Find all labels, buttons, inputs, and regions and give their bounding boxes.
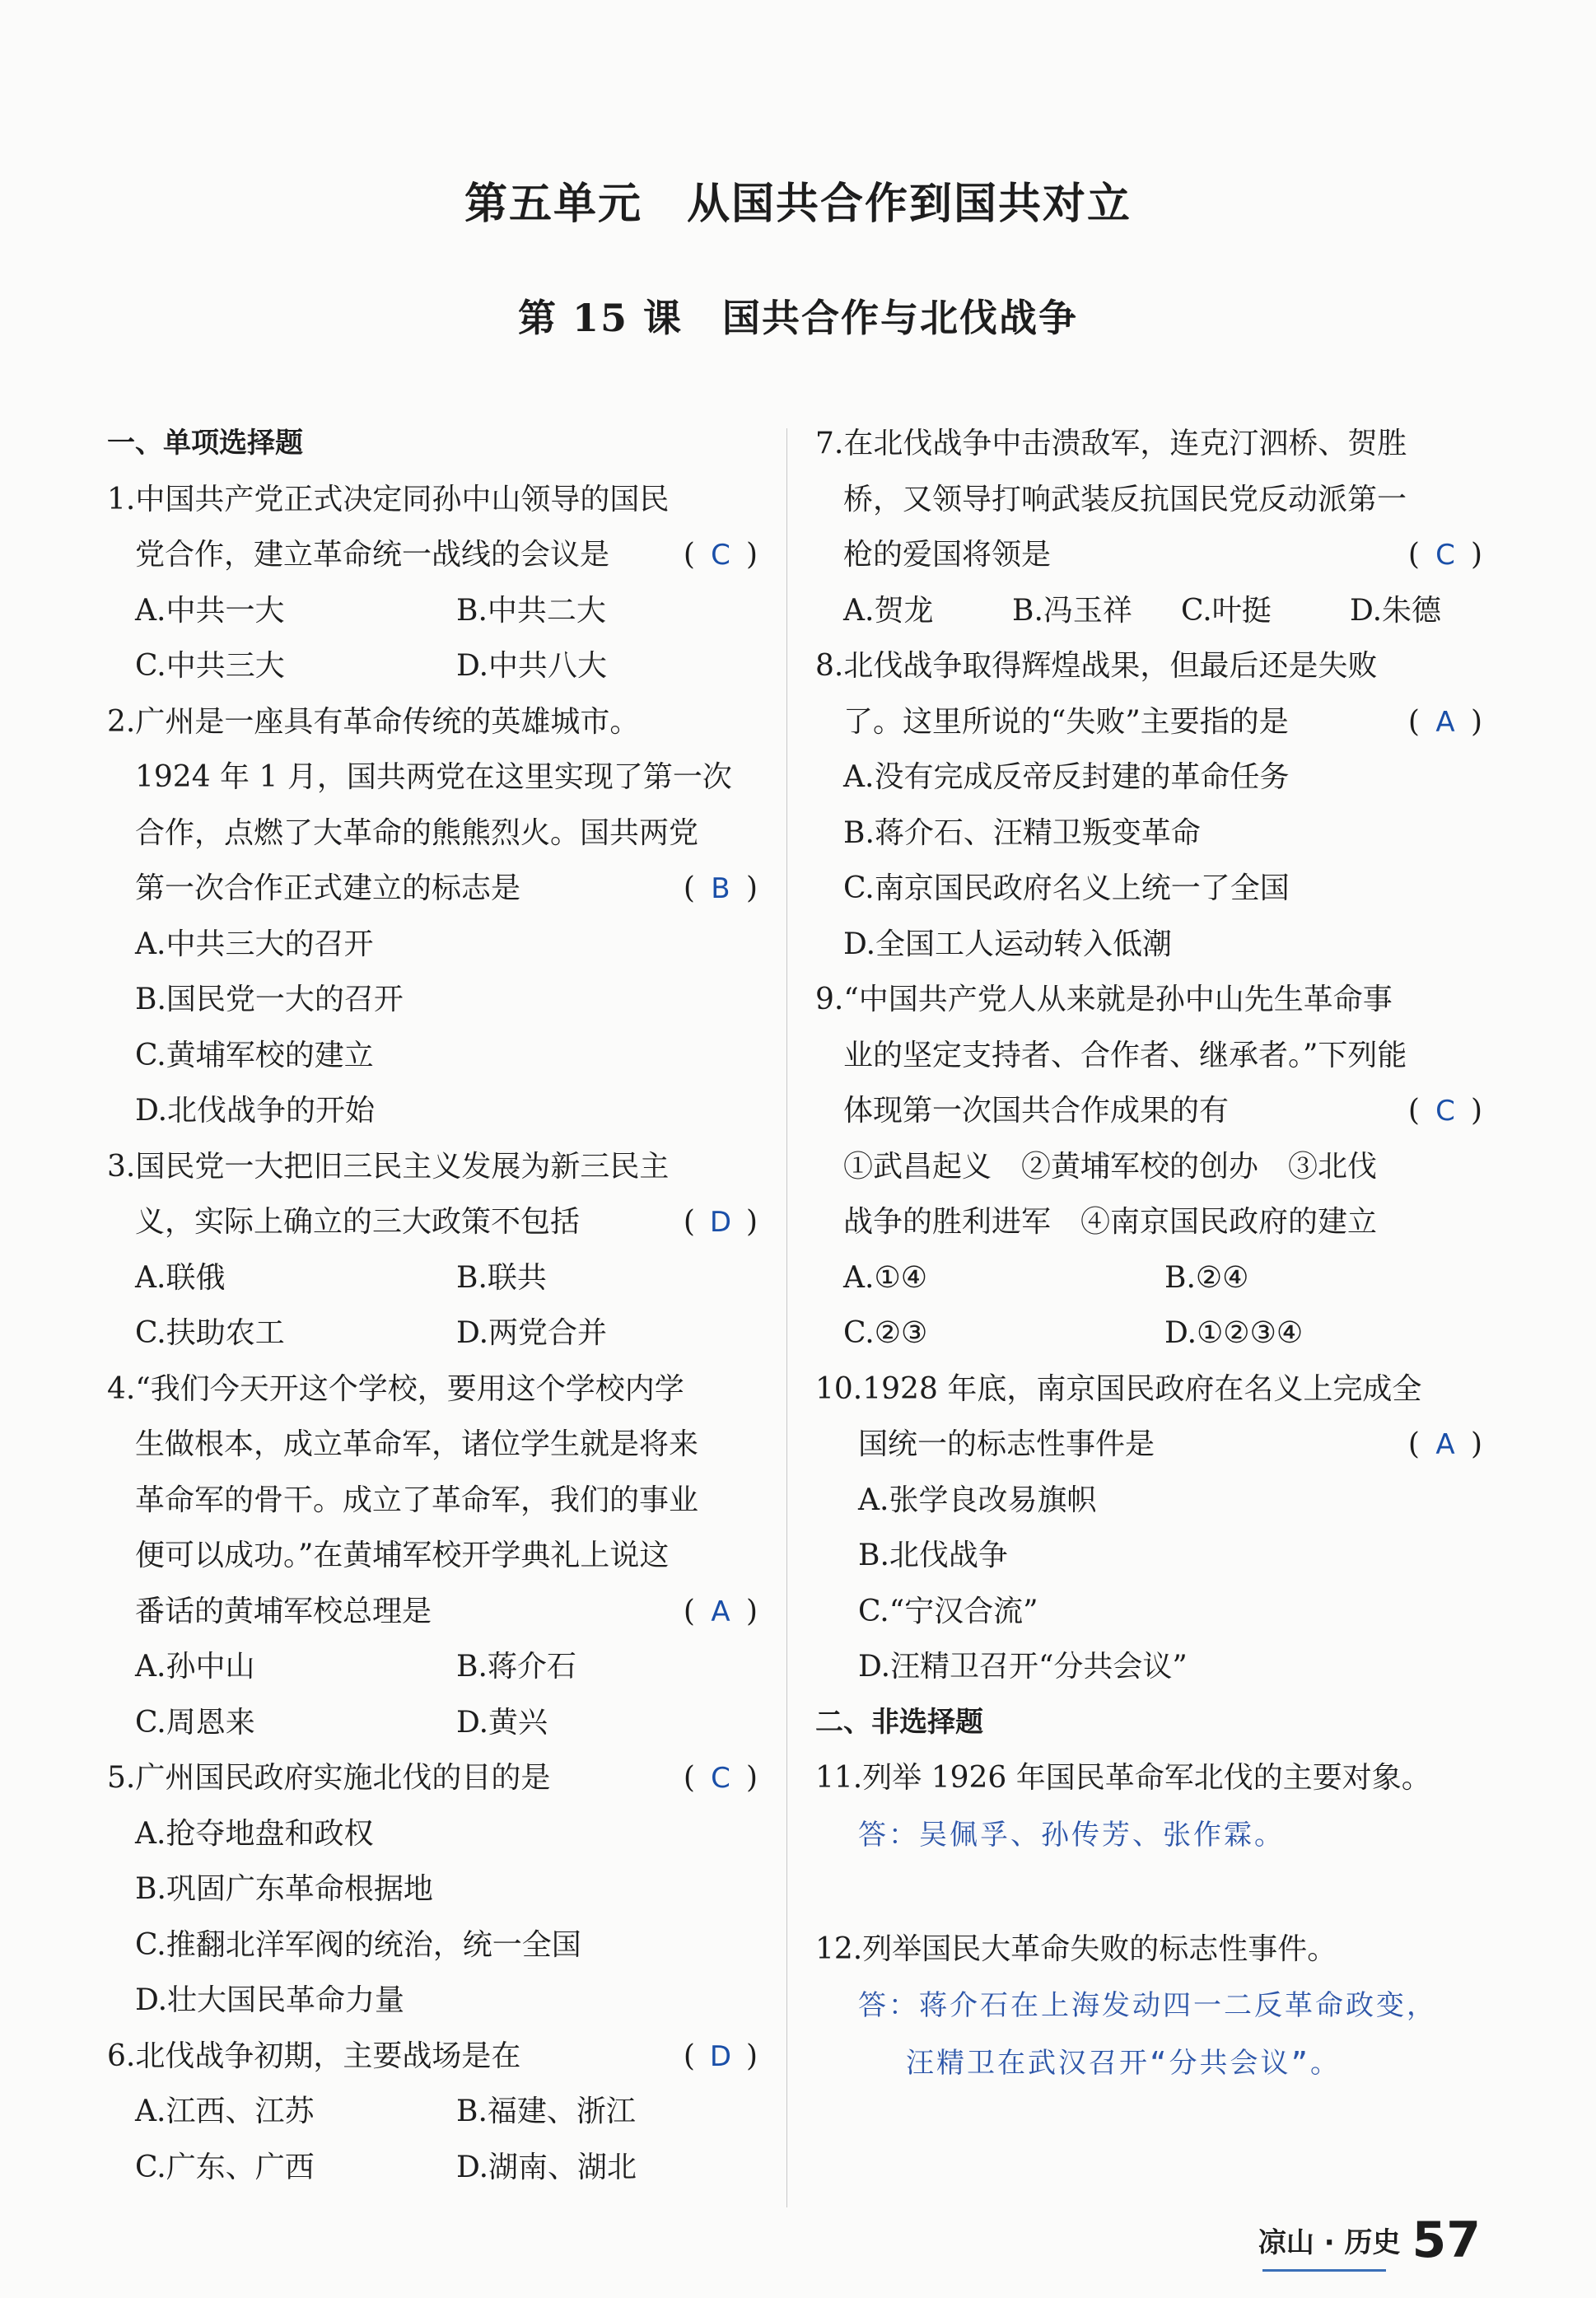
question-text: 10.1928 年底，南京国民政府在名义上完成全	[815, 1371, 1422, 1406]
option: A.孙中山	[135, 1650, 255, 1684]
question-text: 12.列举国民大革命失败的标志性事件。	[815, 1931, 1337, 1966]
question-text: 9.“中国共产党人从来就是孙中山先生革命事	[815, 983, 1393, 1016]
footer-rule	[1262, 2269, 1386, 2272]
answer-letter: D	[709, 2039, 732, 2073]
option: D.北伐战争的开始	[135, 1094, 376, 1128]
column-divider	[786, 428, 787, 2207]
question-6	[107, 2029, 758, 2196]
question-text: 3.国民党一大把旧三民主义发展为新三民主	[107, 1149, 670, 1184]
question-11	[815, 1750, 1482, 1922]
question-1	[107, 472, 758, 694]
question-text: 1.中国共产党正式决定同孙中山领导的国民	[107, 482, 670, 516]
section-heading-multiple-choice: 一、单项选择题	[107, 427, 303, 460]
section-heading-non-choice: 二、非选择题	[815, 1705, 983, 1739]
option: D.壮大国民革命力量	[135, 1983, 405, 2017]
option: A.张学良改易旗帜	[858, 1483, 1097, 1517]
option: D.汪精卫召开“分共会议”	[858, 1650, 1188, 1684]
handwritten-answer: 答：蒋介石在上海发动四一二反革命政变，	[858, 1989, 1437, 2022]
right-column	[815, 416, 1482, 2092]
answer-letter: C	[1435, 539, 1455, 572]
option: B.蒋介石、汪精卫叛变革命	[843, 815, 1201, 850]
option: B.中共二大	[456, 593, 606, 628]
option: C.推翻北洋军阀的统治，统一全国	[135, 1927, 581, 1962]
question-text: 合作，点燃了大革命的熊熊烈火。国共两党	[135, 815, 699, 850]
handwritten-answer: 答：吴佩孚、孙传芳、张作霖。	[858, 1818, 1285, 1852]
question-text: 番话的黄埔军校总理是	[135, 1594, 432, 1628]
question-text: 革命军的骨干。成立了革命军，我们的事业	[135, 1483, 699, 1517]
option: D.湖南、湖北	[456, 2150, 637, 2184]
answer-bracket: ( D )	[684, 2029, 758, 2085]
left-column	[107, 416, 758, 2195]
answer-letter: C	[711, 539, 730, 572]
option: B.国民党一大的召开	[135, 983, 404, 1016]
question-text: 2.广州是一座具有革命传统的英雄城市。	[107, 704, 640, 739]
answer-letter: C	[711, 1762, 730, 1795]
question-text: 了。这里所说的“失败”主要指的是	[843, 704, 1289, 739]
option: A.没有完成反帝反封建的革命任务	[843, 760, 1290, 794]
question-text: 1924 年 1 月，国共两党在这里实现了第一次	[135, 760, 732, 794]
answer-letter: A	[1435, 705, 1455, 739]
answer-letter: C	[1435, 1095, 1455, 1128]
answer-bracket: ( C )	[684, 527, 758, 584]
answer-bracket: ( A )	[1408, 1417, 1482, 1474]
question-3	[107, 1139, 758, 1362]
option: D.两党合并	[456, 1316, 608, 1350]
question-text: 便可以成功。”在黄埔军校开学典礼上说这	[135, 1539, 670, 1572]
option: B.蒋介石	[456, 1650, 576, 1684]
option: B.联共	[456, 1260, 547, 1295]
option: C.“宁汉合流”	[858, 1594, 1038, 1628]
option: A.①④	[843, 1260, 927, 1295]
footer-label: 凉山 · 历史	[1258, 2226, 1401, 2259]
question-text: 党合作，建立革命统一战线的会议是	[135, 538, 610, 572]
answer-letter: A	[1435, 1428, 1455, 1461]
option: C.南京国民政府名义上统一了全国	[843, 871, 1290, 905]
option: B.②④	[1164, 1260, 1249, 1295]
question-text: 5.广州国民政府实施北伐的目的是	[107, 1761, 551, 1795]
answer-bracket: ( C )	[684, 1750, 758, 1807]
option: B.福建、浙江	[456, 2095, 636, 2128]
question-text: 生做根本，成立革命军，诸位学生就是将来	[135, 1427, 699, 1461]
question-text: 枪的爱国将领是	[843, 538, 1052, 572]
question-text: ①武昌起义 ②黄埔军校的创办 ③北伐	[843, 1149, 1378, 1184]
answer-letter: B	[711, 872, 730, 905]
question-text: 体现第一次国共合作成果的有	[843, 1094, 1230, 1128]
question-text: 8.北伐战争取得辉煌战果，但最后还是失败	[815, 649, 1378, 683]
lesson-title: 第 15 课 国共合作与北伐战争	[517, 296, 1079, 340]
answer-bracket: ( A )	[684, 1584, 758, 1641]
option: A.贺龙	[843, 593, 934, 628]
page-number: 57	[1412, 2212, 1481, 2269]
answer-letter: A	[711, 1595, 730, 1628]
answer-letter: D	[709, 1206, 732, 1239]
question-10	[815, 1362, 1482, 1695]
answer-bracket: ( C )	[1408, 1083, 1482, 1140]
option: C.广东、广西	[135, 2150, 315, 2184]
option: B.冯玉祥	[1012, 593, 1132, 628]
option: C.中共三大	[135, 649, 285, 683]
question-8	[815, 638, 1482, 972]
option: A.抢夺地盘和政权	[135, 1816, 374, 1851]
answer-bracket: ( C )	[1408, 527, 1482, 584]
option: D.朱德	[1350, 593, 1442, 628]
question-12	[815, 1922, 1482, 2093]
option: D.中共八大	[456, 649, 608, 683]
option: C.扶助农工	[135, 1316, 285, 1350]
option: D.全国工人运动转入低潮	[843, 927, 1173, 961]
question-5	[107, 1750, 758, 2029]
question-text: 第一次合作正式建立的标志是	[135, 871, 521, 905]
unit-title: 第五单元 从国共合作到国共对立	[464, 180, 1132, 229]
option: D.黄兴	[456, 1705, 548, 1740]
answer-bracket: ( B )	[684, 861, 758, 918]
option: D.①②③④	[1164, 1316, 1304, 1350]
answer-bracket: ( A )	[1408, 694, 1482, 751]
question-text: 国统一的标志性事件是	[858, 1427, 1155, 1461]
option: C.叶挺	[1181, 593, 1272, 628]
option: A.联俄	[135, 1260, 226, 1295]
handwritten-answer: 汪精卫在武汉召开“分共会议”。	[906, 2047, 1341, 2080]
page-footer	[1258, 2212, 1481, 2269]
question-4	[107, 1362, 758, 1751]
question-text: 4.“我们今天开这个学校，要用这个学校内学	[107, 1371, 684, 1406]
option: B.巩固广东革命根据地	[135, 1872, 433, 1906]
question-text: 11.列举 1926 年国民革命军北伐的主要对象。	[815, 1761, 1431, 1795]
question-2	[107, 694, 758, 1139]
question-text: 战争的胜利进军 ④南京国民政府的建立	[843, 1205, 1378, 1239]
answer-bracket: ( D )	[684, 1194, 758, 1251]
option: A.江西、江苏	[135, 2095, 315, 2128]
option: A.中共一大	[135, 593, 285, 628]
question-9	[815, 972, 1482, 1362]
option: C.周恩来	[135, 1705, 255, 1740]
question-text: 义，实际上确立的三大政策不包括	[135, 1205, 581, 1239]
option: C.黄埔军校的建立	[135, 1038, 374, 1072]
question-text: 6.北伐战争初期，主要战场是在	[107, 2039, 521, 2073]
option: B.北伐战争	[858, 1539, 1008, 1572]
question-text: 业的坚定支持者、合作者、继承者。”下列能	[843, 1038, 1407, 1072]
option: A.中共三大的召开	[135, 927, 374, 961]
question-text: 7.在北伐战争中击溃敌军，连克汀泗桥、贺胜	[815, 427, 1407, 460]
question-7	[815, 416, 1482, 638]
option: C.②③	[843, 1316, 928, 1350]
question-text: 桥，又领导打响武装反抗国民党反动派第一	[843, 482, 1407, 516]
